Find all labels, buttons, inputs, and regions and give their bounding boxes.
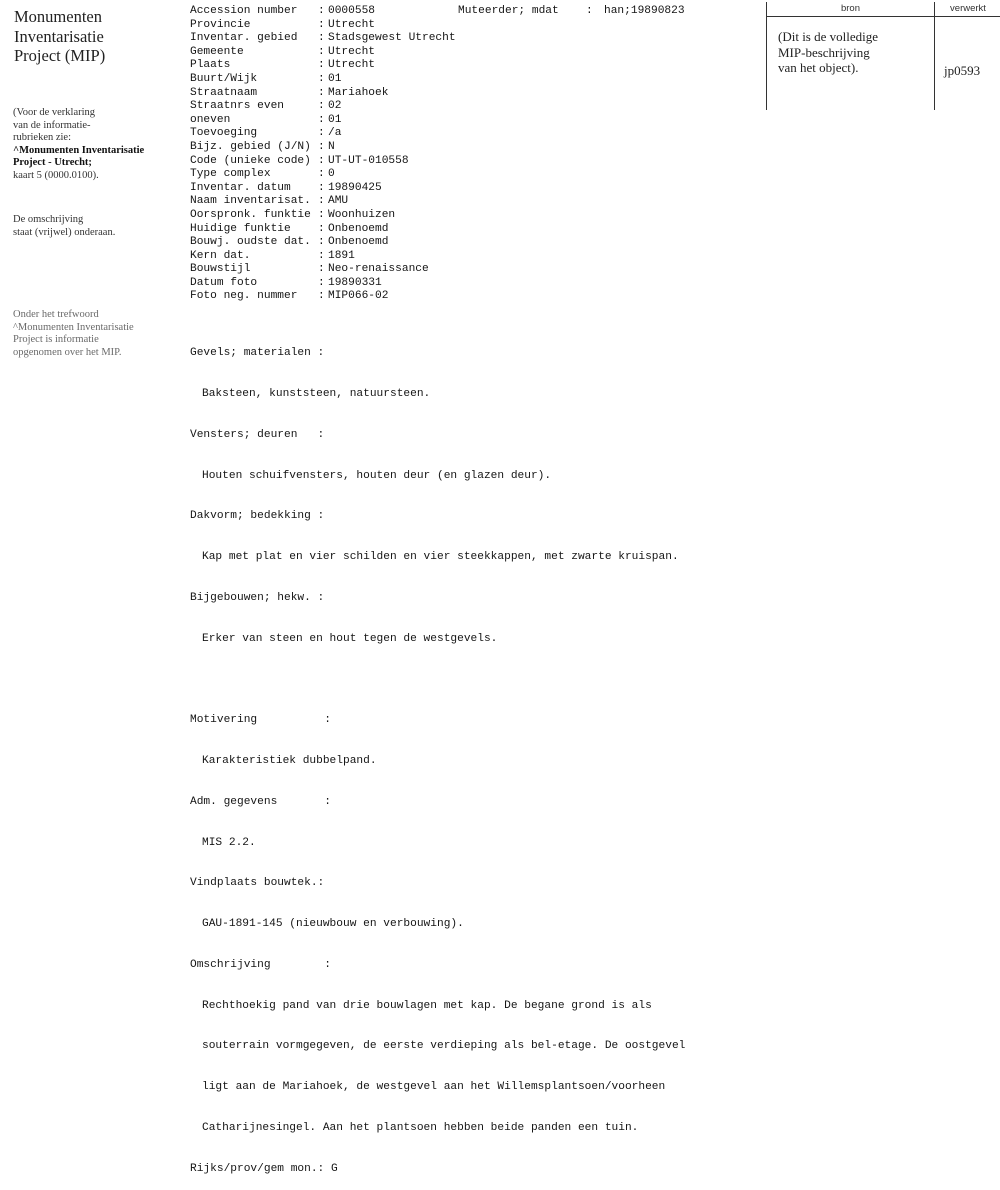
title-line: Inventarisatie: [14, 26, 104, 46]
field-colon: :: [318, 168, 325, 181]
field-label: Oorspronk. funktie: [190, 208, 311, 221]
field-colon: :: [318, 5, 325, 17]
record-fields: [190, 5, 685, 304]
source-box: [766, 2, 1000, 110]
field-colon: :: [318, 45, 325, 58]
field-colon: :: [318, 140, 325, 153]
note-line: Project is informatie: [13, 334, 99, 345]
record-field-row: [190, 19, 685, 33]
field-value: 0: [328, 168, 335, 181]
omschrijving-line: souterrain vormgegeven, de eerste verdieping als bel-etage. De oostgevel: [202, 1040, 686, 1053]
field-colon: :: [318, 276, 325, 289]
field-colon: :: [318, 127, 325, 140]
field-value: Utrecht: [328, 18, 375, 31]
record-field-row: [190, 223, 685, 237]
record-field-row: [190, 236, 685, 250]
note-line: rubrieken zie:: [13, 132, 72, 143]
adm-label: Adm. gegevens :: [190, 795, 331, 808]
field-value: Onbenoemd: [328, 236, 389, 249]
note-line: De omschrijving: [13, 214, 84, 225]
note-line: staat (vrijwel) onderaan.: [13, 226, 116, 238]
field-label: Type complex: [190, 168, 271, 181]
mutator-label: Muteerder; mdat: [458, 5, 559, 17]
note-line: Onder het trefwoord: [13, 309, 99, 320]
field-label: Inventar. datum: [190, 181, 291, 194]
field-label: Toevoeging: [190, 127, 258, 140]
record-field-row: [190, 100, 685, 114]
record-field-row: [190, 46, 685, 60]
spacer: [190, 673, 685, 687]
source-description: [778, 29, 928, 76]
adm-text: MIS 2.2.: [202, 836, 256, 849]
mutator-colon: :: [586, 5, 593, 17]
field-value: N: [328, 140, 335, 153]
note-line: kaart 5 (0000.0100).: [13, 169, 99, 181]
field-value: Mariahoek: [328, 86, 389, 99]
dakvorm-text: Kap met plat en vier schilden en vier steekkappen, met zwarte kruispan.: [202, 551, 679, 564]
field-label: Code (unieke code): [190, 154, 311, 167]
record-field-row: [190, 290, 685, 304]
field-label: Provincie: [190, 18, 251, 31]
field-label: oneven: [190, 113, 231, 126]
field-label: Datum foto: [190, 276, 258, 289]
field-label: Gemeente: [190, 45, 244, 58]
verwerkt-header: verwerkt: [950, 3, 986, 14]
note-line: opgenomen over het MIP.: [13, 346, 122, 358]
field-value: Neo-renaissance: [328, 263, 429, 276]
record-field-row: [190, 195, 685, 209]
record-field-row: [190, 73, 685, 87]
field-colon: :: [318, 154, 325, 167]
vensters-text: Houten schuifvensters, houten deur (en glazen deur).: [202, 469, 552, 482]
field-colon: :: [318, 18, 325, 31]
field-colon: :: [318, 181, 325, 194]
record-field-row: [190, 127, 685, 141]
record-field-row: [190, 277, 685, 291]
record-field-row: [190, 59, 685, 73]
field-colon: :: [318, 249, 325, 262]
field-colon: :: [318, 100, 325, 113]
mutator-value: han;19890823: [604, 5, 685, 17]
record-field-row: [190, 32, 685, 46]
record-field-row: [190, 141, 685, 155]
record-field-row: [190, 87, 685, 101]
field-value: UT-UT-010558: [328, 154, 409, 167]
vindplaats-label: Vindplaats bouwtek.:: [190, 877, 325, 890]
field-colon: :: [318, 236, 325, 249]
field-value: Onbenoemd: [328, 222, 389, 235]
field-colon: :: [318, 113, 325, 126]
field-colon: :: [318, 72, 325, 85]
record-field-row: [190, 209, 685, 223]
record-field-row: [190, 182, 685, 196]
column-divider: [934, 2, 935, 110]
bijgebouwen-text: Erker van steen en hout tegen de westgevels.: [202, 632, 498, 645]
gevels-label: Gevels; materialen :: [190, 347, 325, 360]
field-value: 19890425: [328, 181, 382, 194]
omschrijving-line: Rechthoekig pand van drie bouwlagen met kap. De begane grond is als: [202, 999, 652, 1012]
field-label: Accession number: [190, 5, 298, 17]
field-label: Bouwstijl: [190, 263, 251, 276]
bijgebouwen-label: Bijgebouwen; hekw. :: [190, 591, 325, 604]
note-line: van de informatie-: [13, 119, 91, 131]
field-value: Utrecht: [328, 45, 375, 58]
field-value: /a: [328, 127, 342, 140]
field-colon: :: [318, 208, 325, 221]
field-value: 19890331: [328, 276, 382, 289]
field-label: Huidige funktie: [190, 222, 291, 235]
record-field-row: [190, 114, 685, 128]
note-line-bold: ^Monumenten Inventarisatie: [13, 144, 145, 156]
field-value: 1891: [328, 249, 355, 262]
field-colon: :: [318, 195, 325, 208]
description-line: MIP-beschrijving: [778, 44, 870, 60]
keyword-note: [13, 309, 183, 359]
processed-code: jp0593: [944, 63, 981, 78]
field-label: Bijz. gebied (J/N): [190, 140, 311, 153]
field-colon: :: [318, 86, 325, 99]
field-label: Kern dat.: [190, 249, 251, 262]
omschrijving-line: Catharijnesingel. Aan het plantsoen hebben beide panden een tuin.: [202, 1122, 639, 1135]
field-label: Straatnrs even: [190, 100, 284, 113]
vensters-label: Vensters; deuren :: [190, 428, 325, 441]
field-value: 0000558: [328, 5, 375, 17]
header-divider: [767, 16, 1000, 17]
note-line: ^Monumenten Inventarisatie: [13, 321, 134, 333]
bron-header: bron: [840, 3, 860, 14]
title-line: Project (MIP): [14, 46, 106, 65]
field-label: Foto neg. nummer: [190, 290, 298, 303]
motivering-label: Motivering :: [190, 714, 331, 727]
title-line: Monumenten: [14, 7, 102, 26]
field-label: Straatnaam: [190, 86, 258, 99]
explanation-note: [13, 107, 183, 182]
record-field-row: [190, 155, 685, 169]
record-field-row: [190, 168, 685, 182]
archive-title: [14, 7, 154, 66]
note-line: (Voor de verklaring: [13, 107, 96, 118]
record-field-row: [190, 5, 685, 19]
description-line: van het object).: [778, 60, 859, 75]
field-colon: :: [318, 222, 325, 235]
field-colon: :: [318, 290, 325, 303]
field-value: AMU: [328, 195, 349, 208]
field-colon: :: [318, 59, 325, 72]
omschrijving-line: ligt aan de Mariahoek, de westgevel aan het Willemsplantsoen/voorheen: [202, 1081, 666, 1094]
field-value: Woonhuizen: [328, 208, 396, 221]
dakvorm-label: Dakvorm; bedekking :: [190, 510, 325, 523]
rijks-label: Rijks/prov/gem mon.: G: [190, 1162, 338, 1175]
field-label: Plaats: [190, 59, 231, 72]
gevels-text: Baksteen, kunststeen, natuursteen.: [202, 387, 431, 400]
field-value: 01: [328, 113, 342, 126]
note-line-bold: Project - Utrecht;: [13, 157, 92, 168]
record-details: [190, 320, 685, 1190]
record-field-row: [190, 263, 685, 277]
field-value: 02: [328, 100, 342, 113]
field-label: Buurt/Wijk: [190, 72, 258, 85]
field-value: MIP066-02: [328, 290, 389, 303]
field-value: 01: [328, 72, 342, 85]
description-line: (Dit is de volledige: [778, 29, 879, 44]
vindplaats-text: GAU-1891-145 (nieuwbouw en verbouwing).: [202, 918, 464, 931]
field-value: Utrecht: [328, 59, 375, 72]
record-field-row: [190, 250, 685, 264]
motivering-text: Karakteristiek dubbelpand.: [202, 755, 377, 767]
omschrijving-label: Omschrijving :: [190, 958, 331, 971]
description-note: [13, 214, 183, 239]
field-value: Stadsgewest Utrecht: [328, 32, 456, 45]
field-label: Inventar. gebied: [190, 32, 298, 45]
field-label: Bouwj. oudste dat.: [190, 236, 311, 249]
field-label: Naam inventarisat.: [190, 195, 311, 208]
field-colon: :: [318, 32, 325, 45]
field-colon: :: [318, 263, 325, 276]
